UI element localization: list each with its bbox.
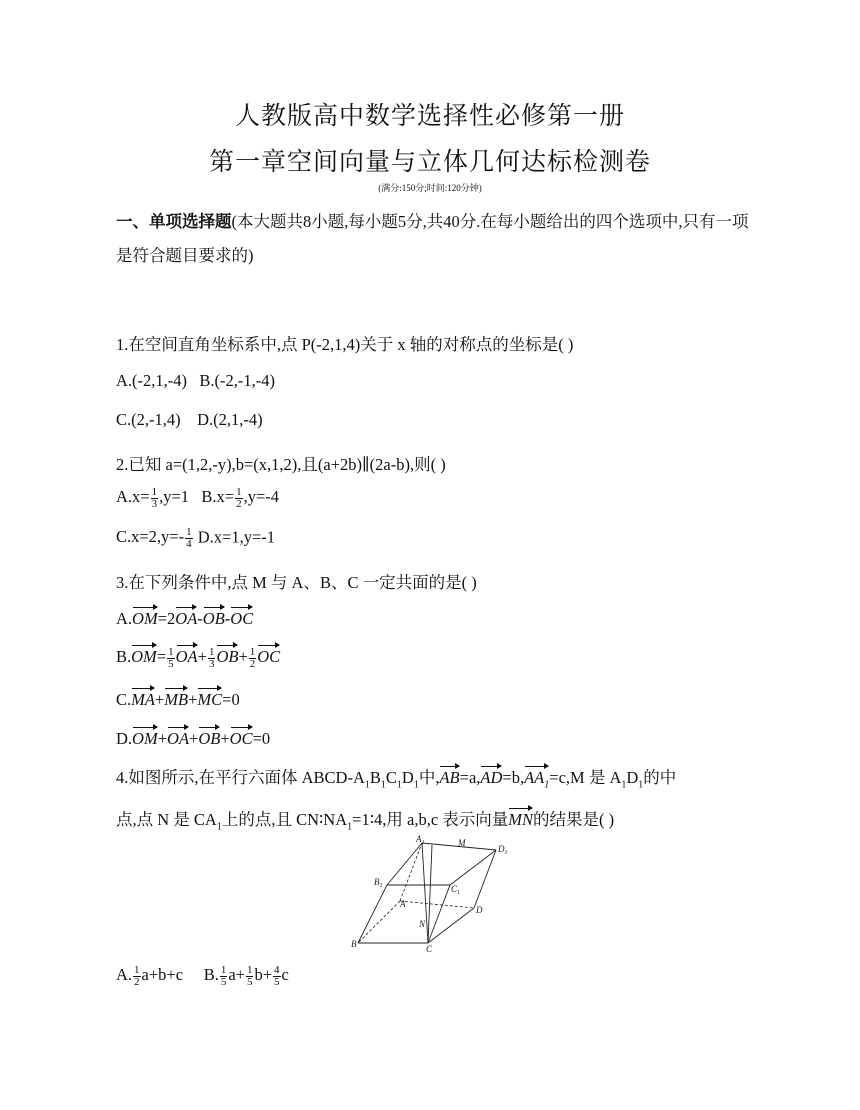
label-d: D: [476, 905, 483, 915]
vector: OB: [216, 642, 238, 667]
q1-option-b: B.(-2,-1,-4): [199, 371, 276, 390]
vector: OM: [132, 724, 158, 749]
q2-options-cd: [116, 527, 275, 550]
q2-options-ab: [116, 487, 279, 510]
q1-option-d: D.(2,1,-4): [197, 410, 263, 429]
q4-option-a: A. $\frac{1}{2}$ a+b+c: [116, 964, 184, 988]
exam-info: (满分:150分;时间:120分钟): [378, 183, 482, 193]
q1-option-c: C.(2,-1,4): [116, 410, 181, 429]
section-heading: [116, 205, 756, 273]
q2-option-a: A.x= $\frac{1}{3}$ ,y=1: [116, 486, 190, 510]
q3-stem: 3.在下列条件中,点 M 与 A、B、C 一定共面的是( ): [116, 573, 477, 592]
vector: OA: [176, 642, 198, 667]
vector: MC: [197, 685, 222, 710]
fraction: $\frac{4}{5}$: [274, 964, 280, 988]
vector: AD: [480, 763, 502, 788]
q4-options-ab: [116, 965, 289, 988]
vector: $AA_1$: [524, 763, 549, 790]
q4-stem-line2: 点,点 N 是 $CA_1$上的点,且 $CN∶NA_1=1∶4$,用 a,b,c 表示向量MN的结果是( ): [116, 805, 614, 832]
hidden-edge-aa1: [400, 843, 422, 901]
q2-stem: 2.已知 a=(1,2,-y),b=(x,1,2),且(a+2b)∥(2a-b),则( ): [116, 455, 446, 474]
edge-a1b1: [387, 843, 422, 885]
parallelepiped-figure: [350, 835, 530, 955]
label-c1: $C_1$: [451, 884, 461, 896]
fraction: $\frac{1}{5}$: [220, 964, 227, 988]
q3-option-b: B.OM= $\frac{1}{5}$ OA+ $\frac{1}{3}$ OB+ $\frac{1}{2}$ OC: [116, 642, 280, 670]
q4-stem-line1: 4.如图所示,在平行六面体 ABCD-$A_1B_1C_1D_1$中$,AB=a,AD=b,AA_1=c,M$ 是 $A_1D_1$的中: [116, 763, 676, 790]
doc-subtitle-title: 第一章空间向量与立体几何达标检测卷: [208, 147, 651, 176]
label-n: N: [419, 919, 426, 929]
q1-option-a: A.(-2,1,-4): [116, 371, 188, 390]
segment-mn: [428, 845, 432, 943]
q3-option-c: C.MA+MB+MC=0: [116, 685, 240, 710]
vector: AB: [439, 763, 459, 788]
fraction: $\frac{1}{2}$: [134, 964, 140, 988]
q1-options-cd: [116, 410, 263, 430]
q2-option-c: C.x=2,y=- $\frac{1}{4}$: [116, 526, 192, 550]
label-b: B: [351, 939, 357, 949]
fraction: $\frac{1}{2}$: [236, 486, 242, 510]
q3-option-d: D.OM+OA+OB+OC=0: [116, 724, 270, 749]
vector: OC: [230, 604, 253, 629]
label-a1: $A_1$: [416, 835, 425, 846]
fraction: $\frac{1}{3}$: [208, 645, 215, 670]
section-title: 一、单项选择题: [116, 212, 232, 231]
fraction: $\frac{1}{5}$: [168, 645, 174, 670]
vector: OB: [203, 604, 225, 629]
fraction: $\frac{1}{4}$: [186, 526, 192, 550]
vector: MB: [164, 685, 188, 710]
edge-b1b: [358, 885, 387, 943]
fraction: $\frac{1}{2}$: [249, 645, 256, 670]
q2-option-b: B.x= $\frac{1}{2}$ ,y=-4: [201, 486, 280, 510]
q4-option-b: B. $\frac{1}{5}$ a+ $\frac{1}{5}$ b+ $\frac{4}{5}$ c: [203, 964, 289, 988]
vector: MA: [131, 685, 155, 710]
vector: OA: [175, 604, 197, 629]
q1-options-ab: [116, 371, 275, 391]
section-desc: (本大题共8小题,每小题5分,共40分.在每小题给出的四个选项中,只有一项是符合题目要求的): [116, 212, 749, 265]
q1-stem: 1.在空间直角坐标系中,点 P(-2,1,4)关于 x 轴的对称点的坐标是( ): [116, 335, 574, 354]
hidden-edge-ad: [400, 901, 474, 908]
label-m: M: [458, 838, 466, 848]
label-a: A: [400, 899, 406, 909]
vector: OC: [257, 642, 280, 667]
label-c: C: [426, 944, 433, 954]
vector: OB: [198, 724, 220, 749]
fraction: $\frac{1}{5}$: [246, 964, 253, 988]
vector: OA: [167, 724, 189, 749]
label-b1: $B_1$: [374, 877, 383, 889]
doc-title: 人教版高中数学选择性必修第一册: [234, 101, 625, 130]
label-d1: $D_1$: [498, 844, 508, 856]
hidden-edge-ab: [358, 901, 400, 943]
vector: OM: [131, 642, 157, 667]
vector: OM: [132, 604, 158, 629]
vector: OC: [230, 724, 253, 749]
q2-option-d: D.x=1,y=-1: [197, 527, 276, 547]
vector: MN: [508, 805, 533, 830]
q3-option-a: A.OM=2OA-OB-OC: [116, 604, 253, 629]
fraction: $\frac{1}{3}$: [151, 486, 158, 510]
